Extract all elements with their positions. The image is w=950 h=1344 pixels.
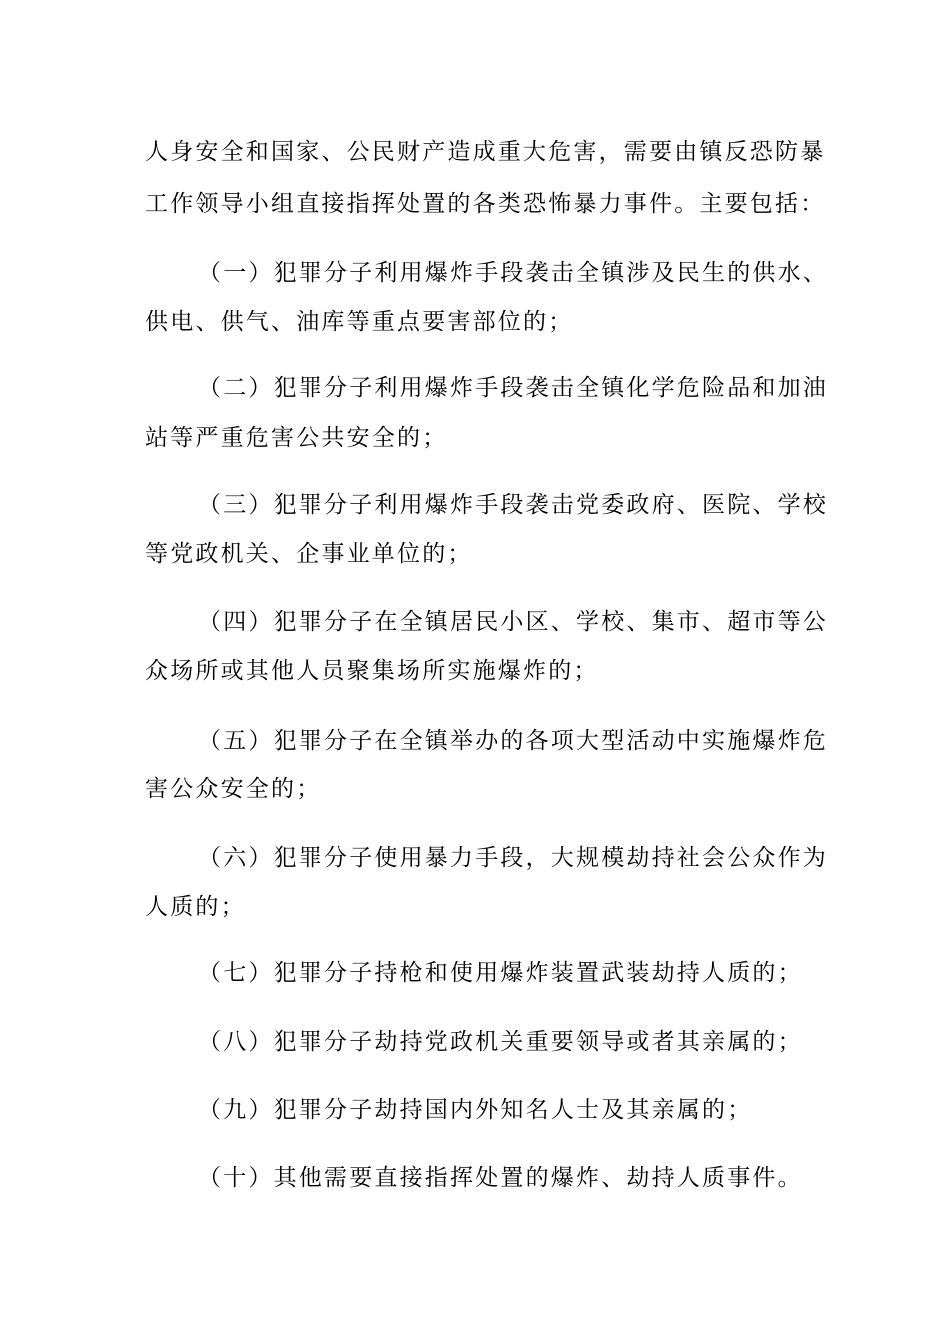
list-item-line: （六）犯罪分子使用暴力手段，大规模劫持社会公众作为	[198, 845, 828, 871]
intro-line-2: 工作领导小组直接指挥处置的各类恐怖暴力事件。主要包括：	[145, 191, 826, 217]
list-item-line: 害公众安全的；	[145, 776, 322, 802]
list-item-line: （四）犯罪分子在全镇居民小区、学校、集市、超市等公	[198, 609, 828, 635]
list-item-line: 供电、供气、油库等重点要害部位的；	[145, 309, 574, 335]
list-item-line: （九）犯罪分子劫持国内外知名人士及其亲属的；	[198, 1097, 753, 1123]
intro-line-1: 人身安全和国家、公民财产造成重大危害，需要由镇反恐防暴	[145, 139, 826, 165]
list-item-line: 站等严重危害公共安全的；	[145, 425, 448, 451]
list-item-line: （七）犯罪分子持枪和使用爆炸装置武装劫持人质的；	[198, 960, 803, 986]
list-item-line: 众场所或其他人员聚集场所实施爆炸的；	[145, 658, 599, 684]
list-item-line: （二）犯罪分子利用爆炸手段袭击全镇化学危险品和加油	[198, 375, 828, 401]
list-item-line: （十）其他需要直接指挥处置的爆炸、劫持人质事件。	[198, 1165, 803, 1191]
list-item-line: 人质的；	[145, 894, 246, 920]
list-item-line: （一）犯罪分子利用爆炸手段袭击全镇涉及民生的供水、	[198, 260, 828, 286]
list-item-line: 等党政机关、企事业单位的；	[145, 541, 473, 567]
list-item-line: （五）犯罪分子在全镇举办的各项大型活动中实施爆炸危	[198, 728, 828, 754]
list-item-line: （三）犯罪分子利用爆炸手段袭击党委政府、医院、学校	[198, 492, 828, 518]
list-item-line: （八）犯罪分子劫持党政机关重要领导或者其亲属的；	[198, 1029, 803, 1055]
